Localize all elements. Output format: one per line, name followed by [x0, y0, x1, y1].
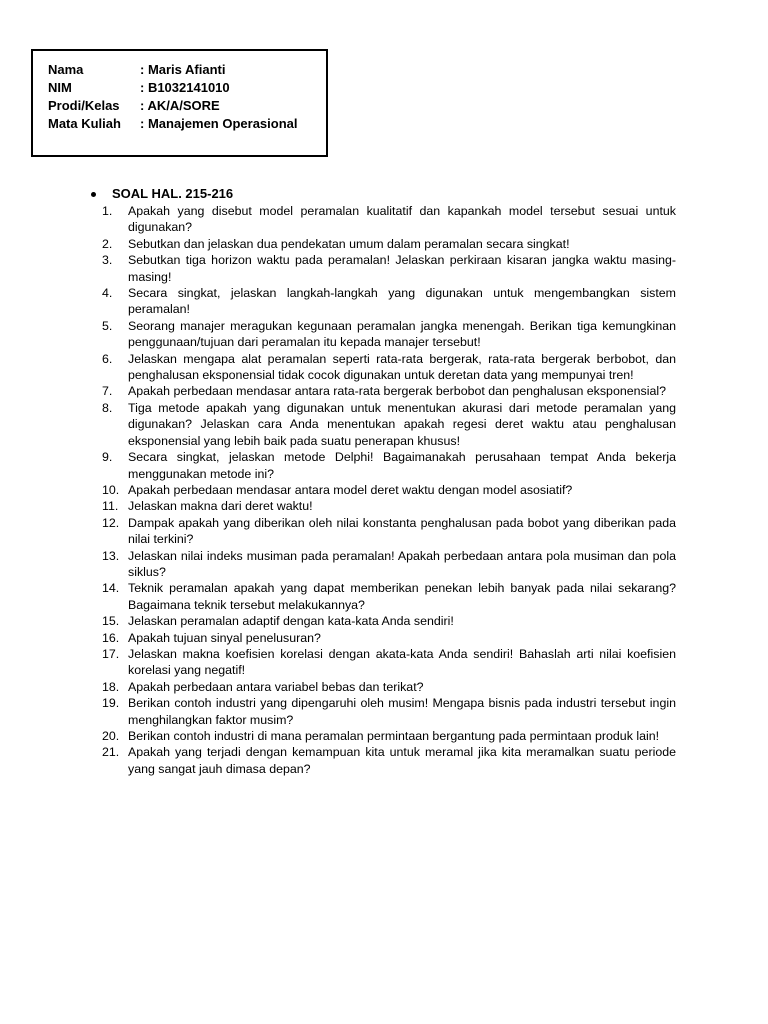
- info-label: Mata Kuliah: [48, 116, 121, 131]
- question-text: Sebutkan tiga horizon waktu pada peramalan! Jelaskan perkiraan kisaran jangka waktu masing-masing!: [128, 253, 676, 284]
- question-text: Jelaskan makna dari deret waktu!: [128, 499, 313, 514]
- section-heading: [91, 185, 233, 203]
- question-number: [94, 744, 128, 777]
- question-item: [94, 252, 676, 285]
- question-number-text: 5.: [102, 318, 113, 333]
- info-value: : Maris Afianti: [140, 62, 226, 77]
- question-text: Apakah perbedaan antara variabel bebas dan terikat?: [128, 679, 424, 694]
- question-item: [94, 383, 676, 399]
- question-number: [94, 203, 128, 236]
- student-info-box: [31, 49, 328, 157]
- question-number-text: 14.: [102, 581, 120, 596]
- question-text: Apakah perbedaan mendasar antara model deret waktu dengan model asosiatif?: [128, 482, 573, 497]
- question-item: [94, 236, 676, 252]
- info-value: : B1032141010: [140, 80, 230, 95]
- question-item: [94, 203, 676, 236]
- question-number-text: 3.: [102, 253, 113, 268]
- question-number-text: 21.: [102, 745, 120, 760]
- question-text: Tiga metode apakah yang digunakan untuk menentukan akurasi dari metode peramalan yang digunakan? Jelaskan cara Anda menentukan apakah regesi deret waktu atau penghalusan eksponensial yang lebih baik pada suatu penerapan khusus!: [128, 400, 676, 448]
- question-item: [94, 548, 676, 581]
- question-text: Berikan contoh industri yang dipengaruhi oleh musim! Mengapa bisnis pada industri tersebut ingin menghilangkan faktor musim?: [128, 696, 676, 727]
- question-number: [94, 400, 128, 449]
- question-number: [94, 498, 128, 514]
- question-number: [94, 695, 128, 728]
- info-label: NIM: [48, 80, 72, 95]
- question-text: Secara singkat, jelaskan langkah-langkah yang digunakan untuk mengembangkan sistem peramalan!: [128, 286, 676, 317]
- info-row-mata-kuliah: [48, 115, 298, 133]
- question-number-text: 7.: [102, 384, 113, 399]
- question-number-text: 1.: [102, 204, 113, 218]
- question-number-text: 18.: [102, 679, 120, 694]
- question-number: [94, 449, 128, 482]
- question-number-text: 6.: [102, 351, 113, 366]
- info-value: : Manajemen Operasional: [140, 116, 298, 131]
- question-number-text: 17.: [102, 646, 120, 661]
- question-item: [94, 449, 676, 482]
- question-text: Seorang manajer meragukan kegunaan peramalan jangka menengah. Berikan tiga kemungkinan penggunaan/tujuan dari peramalan itu kepada manajer tersebut!: [128, 318, 676, 350]
- question-item: [94, 679, 676, 695]
- question-item: [94, 630, 676, 646]
- question-number-text: 16.: [102, 630, 120, 645]
- question-number: [94, 548, 128, 581]
- question-text: Secara singkat, jelaskan metode Delphi! Bagaimanakah perusahaan tempat Anda bekerja menggunakan metode ini?: [128, 450, 676, 481]
- question-number-text: 12.: [102, 515, 120, 530]
- info-row-nama: [48, 61, 298, 79]
- question-item: [94, 400, 676, 449]
- question-list: [94, 203, 676, 777]
- question-number: [94, 236, 128, 252]
- question-number: [94, 646, 128, 679]
- question-item: [94, 695, 676, 728]
- question-text: Sebutkan dan jelaskan dua pendekatan umum dalam peramalan secara singkat!: [128, 236, 570, 251]
- info-label: Prodi/Kelas: [48, 98, 120, 113]
- question-number-text: 9.: [102, 450, 113, 465]
- question-number: [94, 728, 128, 744]
- question-number-text: 11.: [102, 499, 119, 514]
- question-number: [94, 383, 128, 399]
- info-row-nim: [48, 79, 298, 97]
- question-text: Jelaskan mengapa alat peramalan seperti rata-rata bergerak, rata-rata bergerak berbobot, dan penghalusan eksponensial tidak cocok digunakan untuk deretan data yang mempunyai tren!: [128, 351, 676, 383]
- question-number: [94, 285, 128, 318]
- question-item: [94, 351, 676, 384]
- question-number: [94, 318, 128, 351]
- section-heading-text: SOAL HAL. 215-216: [112, 186, 234, 201]
- info-label: Nama: [48, 62, 84, 77]
- question-text: Jelaskan nilai indeks musiman pada peramalan! Apakah perbedaan antara pola musiman dan pola siklus?: [128, 548, 676, 579]
- question-item: [94, 744, 676, 777]
- question-item: [94, 498, 676, 514]
- question-item: [94, 728, 676, 744]
- question-item: [94, 613, 676, 629]
- question-number-text: 13.: [102, 548, 120, 563]
- question-text: Jelaskan makna koefisien korelasi dengan akata-kata Anda sendiri! Bahaslah arti nilai koefisien korelasi yang negatif!: [128, 646, 676, 678]
- question-item: [94, 580, 676, 613]
- question-number: [94, 252, 128, 285]
- question-number-text: 19.: [102, 696, 120, 711]
- question-number-text: 10.: [102, 482, 120, 497]
- question-number: [94, 613, 128, 629]
- question-number: [94, 351, 128, 384]
- question-number: [94, 482, 128, 498]
- info-value: : AK/A/SORE: [140, 98, 220, 113]
- bullet-icon: [91, 192, 96, 197]
- question-text: Berikan contoh industri di mana peramalan permintaan bergantung pada permintaan produk lain!: [128, 729, 660, 743]
- question-text: Teknik peramalan apakah yang dapat memberikan penekan lebih banyak pada nilai sekarang? Bagaimana teknik tersebut melakukannya?: [128, 581, 676, 612]
- question-number: [94, 580, 128, 613]
- question-item: [94, 285, 676, 318]
- question-item: [94, 646, 676, 679]
- question-number: [94, 630, 128, 646]
- info-row-prodi-kelas: [48, 97, 298, 115]
- question-item: [94, 318, 676, 351]
- question-number-text: 8.: [102, 400, 113, 415]
- question-number-text: 4.: [102, 286, 113, 301]
- question-number-text: 20.: [102, 729, 120, 743]
- question-number: [94, 679, 128, 695]
- question-number-text: 2.: [102, 236, 113, 251]
- question-text: Jelaskan peramalan adaptif dengan kata-kata Anda sendiri!: [128, 614, 454, 629]
- question-number-text: 15.: [102, 614, 120, 629]
- question-text: Apakah yang disebut model peramalan kualitatif dan kapankah model tersebut sesuai untuk digunakan?: [128, 204, 676, 235]
- question-text: Dampak apakah yang diberikan oleh nilai konstanta penghalusan pada bobot yang diberikan pada nilai terkini?: [128, 515, 676, 547]
- question-text: Apakah tujuan sinyal penelusuran?: [128, 630, 321, 645]
- question-text: Apakah yang terjadi dengan kemampuan kita untuk meramal jika kita meramalkan suatu periode yang sangat jauh dimasa depan?: [128, 745, 676, 776]
- question-number: [94, 515, 128, 548]
- student-info-table: [48, 61, 298, 133]
- question-item: [94, 515, 676, 548]
- question-item: [94, 482, 676, 498]
- question-text: Apakah perbedaan mendasar antara rata-rata bergerak berbobot dan penghalusan eksponensial?: [128, 384, 667, 399]
